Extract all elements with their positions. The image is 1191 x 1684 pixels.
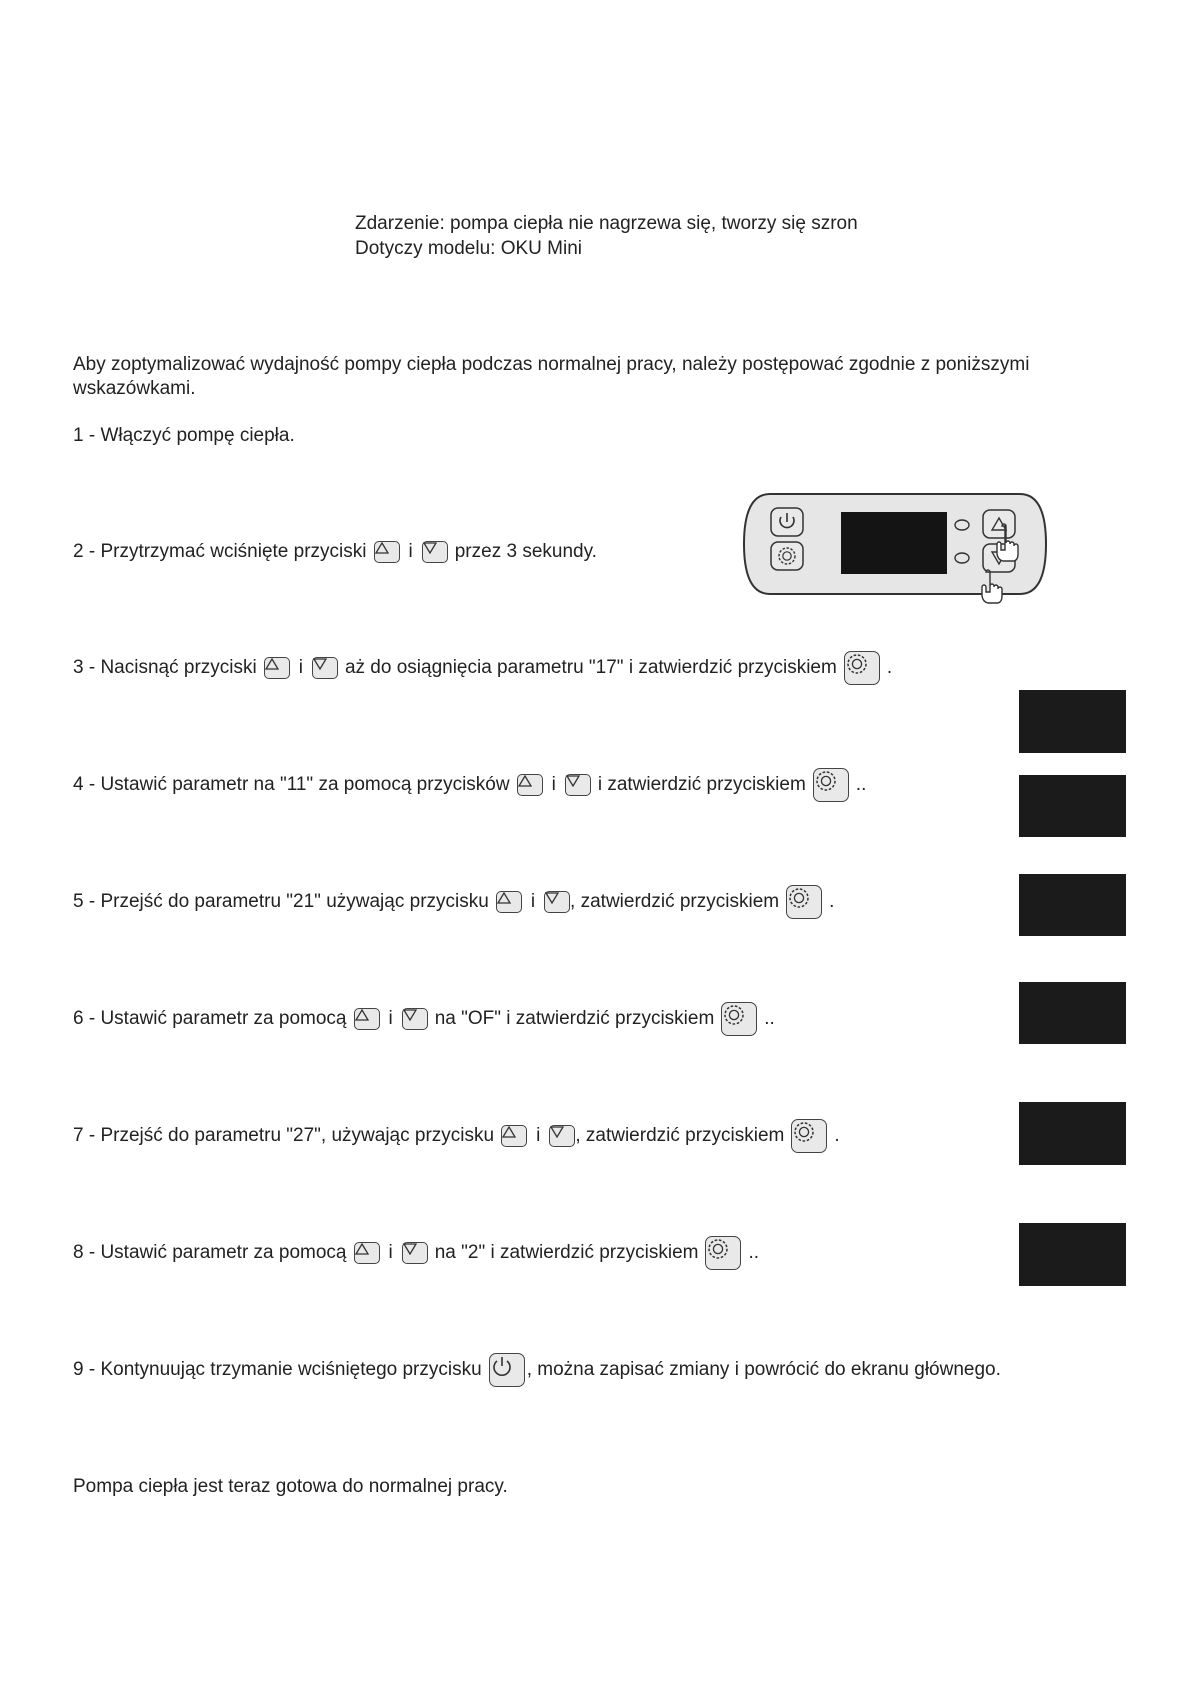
step-8-text-b: na "2" i zatwierdzić przyciskiem [434, 1242, 699, 1263]
step-7 [73, 1118, 840, 1154]
step-6-text-c: .. [764, 1008, 775, 1029]
down-arrow-icon [565, 774, 591, 796]
power-icon [489, 1353, 525, 1387]
up-arrow-icon [496, 891, 522, 913]
settings-gear-icon [791, 1119, 827, 1153]
display-box-param-21 [1019, 874, 1126, 936]
step-4-and: i [551, 774, 556, 795]
step-2-and: i [408, 541, 413, 562]
settings-gear-icon [705, 1236, 741, 1270]
step-6 [73, 1001, 775, 1037]
down-arrow-icon [402, 1242, 428, 1264]
model-line: Dotyczy modelu: OKU Mini [355, 238, 583, 259]
step-3 [73, 650, 892, 686]
step-3-text-c: . [886, 657, 893, 678]
step-4-text-c: .. [855, 774, 867, 795]
step-7-text-b: , zatwierdzić przyciskiem [575, 1125, 785, 1146]
settings-gear-icon [844, 651, 880, 685]
settings-gear-icon [721, 1002, 757, 1036]
step-8-and: i [388, 1242, 393, 1263]
step-3-and: i [298, 657, 303, 678]
up-arrow-icon [354, 1242, 380, 1264]
step-2-text-b: przez 3 sekundy. [454, 541, 597, 562]
intro-paragraph: Aby zoptymalizować wydajność pompy ciepła podczas normalnej pracy, należy postępować zgodnie z poniższymi wskazówkami. [73, 354, 1030, 399]
panel-display [841, 512, 947, 574]
step-9-text-a: 9 - Kontynuując trzymanie wciśniętego przycisku [73, 1359, 482, 1380]
step-8-text-a: 8 - Ustawić parametr za pomocą [73, 1242, 347, 1263]
up-arrow-icon [501, 1125, 527, 1147]
step-6-text-a: 6 - Ustawić parametr za pomocą [73, 1008, 347, 1029]
step-9 [73, 1352, 1001, 1388]
down-arrow-icon [312, 657, 338, 679]
step-4 [73, 767, 866, 803]
down-arrow-icon [549, 1125, 575, 1147]
outro [73, 1469, 508, 1505]
step-5-text-a: 5 - Przejść do parametru "21" używając przycisku [73, 891, 489, 912]
step-6-text-b: na "OF" i zatwierdzić przyciskiem [434, 1008, 715, 1029]
display-box-param-11 [1019, 775, 1126, 837]
down-arrow-icon [422, 541, 448, 563]
step-3-text-b: aż do osiągnięcia parametru "17" i zatwierdzić przyciskiem [344, 657, 837, 678]
step-3-text-a: 3 - Nacisnąć przyciski [73, 657, 257, 678]
step-5 [73, 884, 834, 920]
step-1 [73, 418, 295, 454]
panel-power-button [771, 508, 803, 536]
controller-panel-illustration [740, 490, 1050, 606]
settings-gear-icon [813, 768, 849, 802]
step-8-text-c: .. [748, 1242, 760, 1263]
event-line: Zdarzenie: pompa ciepła nie nagrzewa się, tworzy się szron [355, 213, 858, 234]
step-8 [73, 1235, 759, 1271]
up-arrow-icon [264, 657, 290, 679]
step-2-text-a: 2 - Przytrzymać wciśnięte przyciski [73, 541, 367, 562]
up-arrow-icon [374, 541, 400, 563]
up-arrow-icon [517, 774, 543, 796]
step-7-text-a: 7 - Przejść do parametru "27", używając przycisku [73, 1125, 495, 1146]
step-6-and: i [388, 1008, 393, 1029]
step-7-text-c: . [834, 1125, 840, 1146]
step-4-text-b: i zatwierdzić przyciskiem [597, 774, 806, 795]
display-box-param-of [1019, 982, 1126, 1044]
display-box-param-2 [1019, 1223, 1126, 1286]
step-5-text-b: , zatwierdzić przyciskiem [570, 891, 780, 912]
step-9-text-b: , można zapisać zmiany i powrócić do ekranu głównego. [526, 1359, 1001, 1380]
panel-settings-button [771, 542, 803, 570]
step-2 [73, 534, 597, 570]
step-7-and: i [536, 1125, 541, 1146]
down-arrow-icon [402, 1008, 428, 1030]
display-box-param-17 [1019, 690, 1126, 753]
step-4-text-a: 4 - Ustawić parametr na "11" za pomocą przycisków [73, 774, 510, 795]
down-arrow-icon [544, 891, 570, 913]
step-5-and: i [530, 891, 536, 912]
outro-text: Pompa ciepła jest teraz gotowa do normalnej pracy. [73, 1476, 508, 1497]
step-5-text-c: . [829, 891, 835, 912]
display-box-param-27 [1019, 1102, 1126, 1165]
up-arrow-icon [354, 1008, 380, 1030]
settings-gear-icon [786, 885, 822, 919]
step-1-text: 1 - Włączyć pompę ciepła. [73, 425, 295, 446]
panel-up-button [983, 510, 1015, 538]
